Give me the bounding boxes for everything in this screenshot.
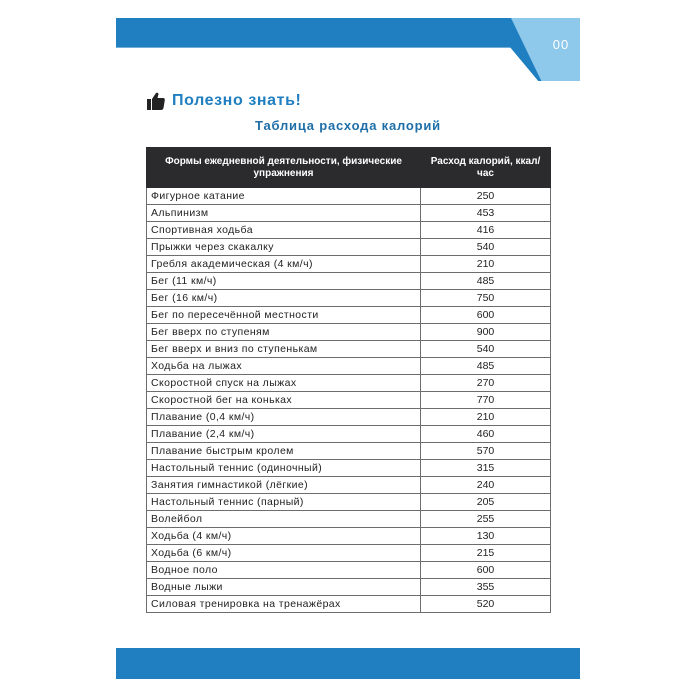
thumbs-up-icon (146, 91, 166, 111)
table-row (147, 392, 551, 409)
calories-cell: 315 (421, 460, 551, 477)
table-row (147, 341, 551, 358)
table-row (147, 460, 551, 477)
activity-cell: Волейбол (147, 511, 421, 528)
activity-cell: Скоростной спуск на лыжах (147, 375, 421, 392)
table-row (147, 528, 551, 545)
calories-cell: 215 (421, 545, 551, 562)
table-row (147, 188, 551, 205)
table-row (147, 273, 551, 290)
activity-cell: Ходьба (6 км/ч) (147, 545, 421, 562)
calories-cell: 255 (421, 511, 551, 528)
activity-cell: Занятия гимнастикой (лёгкие) (147, 477, 421, 494)
calories-cell: 600 (421, 562, 551, 579)
column-header-calories: Расход калорий, ккал/час (421, 148, 551, 188)
calories-cell: 210 (421, 256, 551, 273)
calorie-table (146, 147, 551, 613)
calories-cell: 900 (421, 324, 551, 341)
calories-cell: 416 (421, 222, 551, 239)
table-row (147, 579, 551, 596)
activity-cell: Гребля академическая (4 км/ч) (147, 256, 421, 273)
calories-cell: 453 (421, 205, 551, 222)
table-title: Таблица расхода калорий (255, 118, 441, 133)
activity-cell: Плавание (2,4 км/ч) (147, 426, 421, 443)
table-row (147, 443, 551, 460)
calories-cell: 770 (421, 392, 551, 409)
bottom-banner (116, 648, 580, 679)
calories-cell: 540 (421, 239, 551, 256)
activity-cell: Альпинизм (147, 205, 421, 222)
calories-cell: 270 (421, 375, 551, 392)
calories-cell: 210 (421, 409, 551, 426)
calories-cell: 130 (421, 528, 551, 545)
calories-cell: 205 (421, 494, 551, 511)
table-row (147, 511, 551, 528)
activity-cell: Ходьба (4 км/ч) (147, 528, 421, 545)
calories-cell: 540 (421, 341, 551, 358)
activity-cell: Бег (16 км/ч) (147, 290, 421, 307)
calories-cell: 485 (421, 273, 551, 290)
activity-cell: Водное поло (147, 562, 421, 579)
table-row (147, 596, 551, 613)
table-row (147, 477, 551, 494)
calories-cell: 570 (421, 443, 551, 460)
table-header-row (147, 148, 551, 188)
activity-cell: Бег (11 км/ч) (147, 273, 421, 290)
table-row (147, 545, 551, 562)
table-row (147, 562, 551, 579)
table-row (147, 307, 551, 324)
calories-cell: 355 (421, 579, 551, 596)
activity-cell: Бег вверх и вниз по ступенькам (147, 341, 421, 358)
activity-cell: Прыжки через скакалку (147, 239, 421, 256)
activity-cell: Скоростной бег на коньках (147, 392, 421, 409)
table-row (147, 256, 551, 273)
activity-cell: Настольный теннис (парный) (147, 494, 421, 511)
calories-cell: 485 (421, 358, 551, 375)
table-row (147, 409, 551, 426)
column-header-activity: Формы ежедневной деятельности, физические упражнения (147, 148, 421, 188)
table-row (147, 324, 551, 341)
calories-cell: 750 (421, 290, 551, 307)
table-row (147, 494, 551, 511)
activity-cell: Спортивная ходьба (147, 222, 421, 239)
table-row (147, 290, 551, 307)
calories-cell: 520 (421, 596, 551, 613)
calories-cell: 460 (421, 426, 551, 443)
activity-cell: Плавание (0,4 км/ч) (147, 409, 421, 426)
table-row (147, 358, 551, 375)
table-row (147, 375, 551, 392)
table-body (147, 188, 551, 613)
useful-heading (146, 88, 301, 114)
activity-cell: Плавание быстрым кролем (147, 443, 421, 460)
calories-cell: 600 (421, 307, 551, 324)
activity-cell: Бег по пересечённой местности (147, 307, 421, 324)
activity-cell: Фигурное катание (147, 188, 421, 205)
page-number: 00 (552, 37, 570, 52)
table-row (147, 426, 551, 443)
top-banner (116, 18, 580, 81)
useful-heading-text: Полезно знать! (172, 92, 302, 109)
activity-cell: Настольный теннис (одиночный) (147, 460, 421, 477)
table-row (147, 205, 551, 222)
table-row (147, 239, 551, 256)
activity-cell: Бег вверх по ступеням (147, 324, 421, 341)
table-row (147, 222, 551, 239)
calories-cell: 240 (421, 477, 551, 494)
activity-cell: Ходьба на лыжах (147, 358, 421, 375)
activity-cell: Водные лыжи (147, 579, 421, 596)
calories-cell: 250 (421, 188, 551, 205)
activity-cell: Силовая тренировка на тренажёрах (147, 596, 421, 613)
